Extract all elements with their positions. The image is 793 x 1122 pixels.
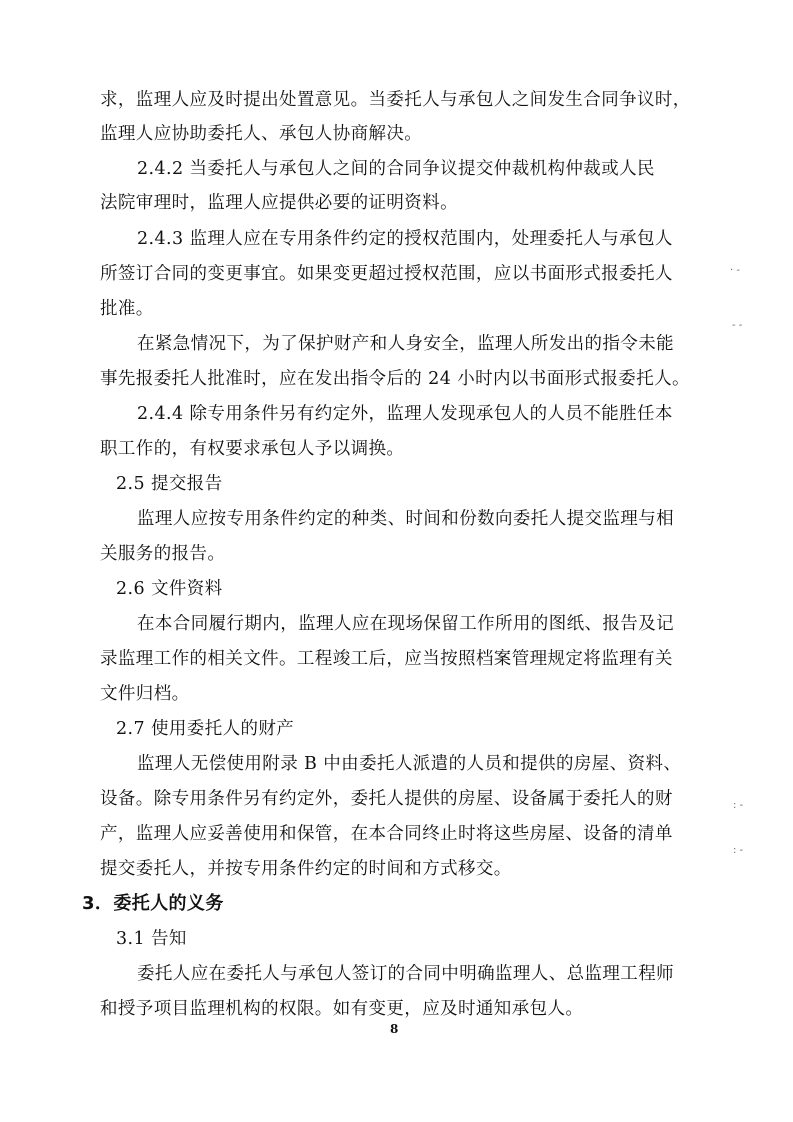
section-heading: 2.7 使用委托人的财产 [116,719,295,739]
text-line: 关服务的报告。 [100,544,226,564]
text-line: 监理人应按专用条件约定的种类、时间和份数向委托人提交监理与相 [137,509,674,529]
text-line: 委托人应在委托人与承包人签订的合同中明确监理人、总监理工程师 [137,964,674,984]
text-line: 2.4.4 除专用条件另有约定外，监理人发现承包人的人员不能胜任本 [137,404,673,424]
section-heading: 3.1 告知 [116,929,187,949]
text-line: 监理人无偿使用附录 B 中由委托人派遣的人员和提供的房屋、资料、 [137,754,682,774]
scan-speck: : - [733,800,744,811]
scan-speck: · - [730,265,740,276]
text-line: 设备。除专用条件另有约定外，委托人提供的房屋、设备属于委托人的财 [100,789,673,809]
text-line: 监理人应协助委托人、承包人协商解决。 [100,124,423,144]
text-line: 2.4.3 监理人应在专用条件约定的授权范围内，处理委托人与承包人 [137,229,673,249]
text-line: 和授予项目监理机构的权限。如有变更，应及时通知承包人。 [100,999,584,1019]
chapter-heading: 3．委托人的义务 [82,893,224,914]
text-line: 在紧急情况下，为了保护财产和人身安全，监理人所发出的指令未能 [137,334,674,354]
section-heading: 2.6 文件资料 [116,579,223,599]
text-line: 提交委托人，并按专用条件约定的时间和方式移交。 [100,859,512,879]
text-line: 2.4.2 当委托人与承包人之间的合同争议提交仲裁机构仲裁或人民 [137,159,655,179]
text-line: 产，监理人应妥善使用和保管，在本合同终止时将这些房屋、设备的清单 [100,824,673,844]
text-line: 批准。 [100,299,154,319]
section-heading: 2.5 提交报告 [116,474,223,494]
text-line: 所签订合同的变更事宜。如果变更超过授权范围，应以书面形式报委托人 [100,264,673,284]
text-line: 法院审理时，监理人应提供必要的证明资料。 [100,193,458,213]
scan-speck: : - [733,845,744,856]
text-line: 事先报委托人批准时，应在发出指令后的 24 小时内以书面形式报委托人。 [100,369,690,389]
scan-speck: - - [732,320,743,331]
text-line: 求，监理人应及时提出处置意见。当委托人与承包人之间发生合同争议时， [100,90,691,110]
text-line: 职工作的，有权要求承包人予以调换。 [100,439,405,459]
text-line: 文件归档。 [100,684,190,704]
text-line: 在本合同履行期内，监理人应在现场保留工作所用的图纸、报告及记 [137,614,674,634]
text-line: 录监理工作的相关文件。工程竣工后，应当按照档案管理规定将监理有关 [100,649,673,669]
page-number: 8 [390,1022,399,1036]
